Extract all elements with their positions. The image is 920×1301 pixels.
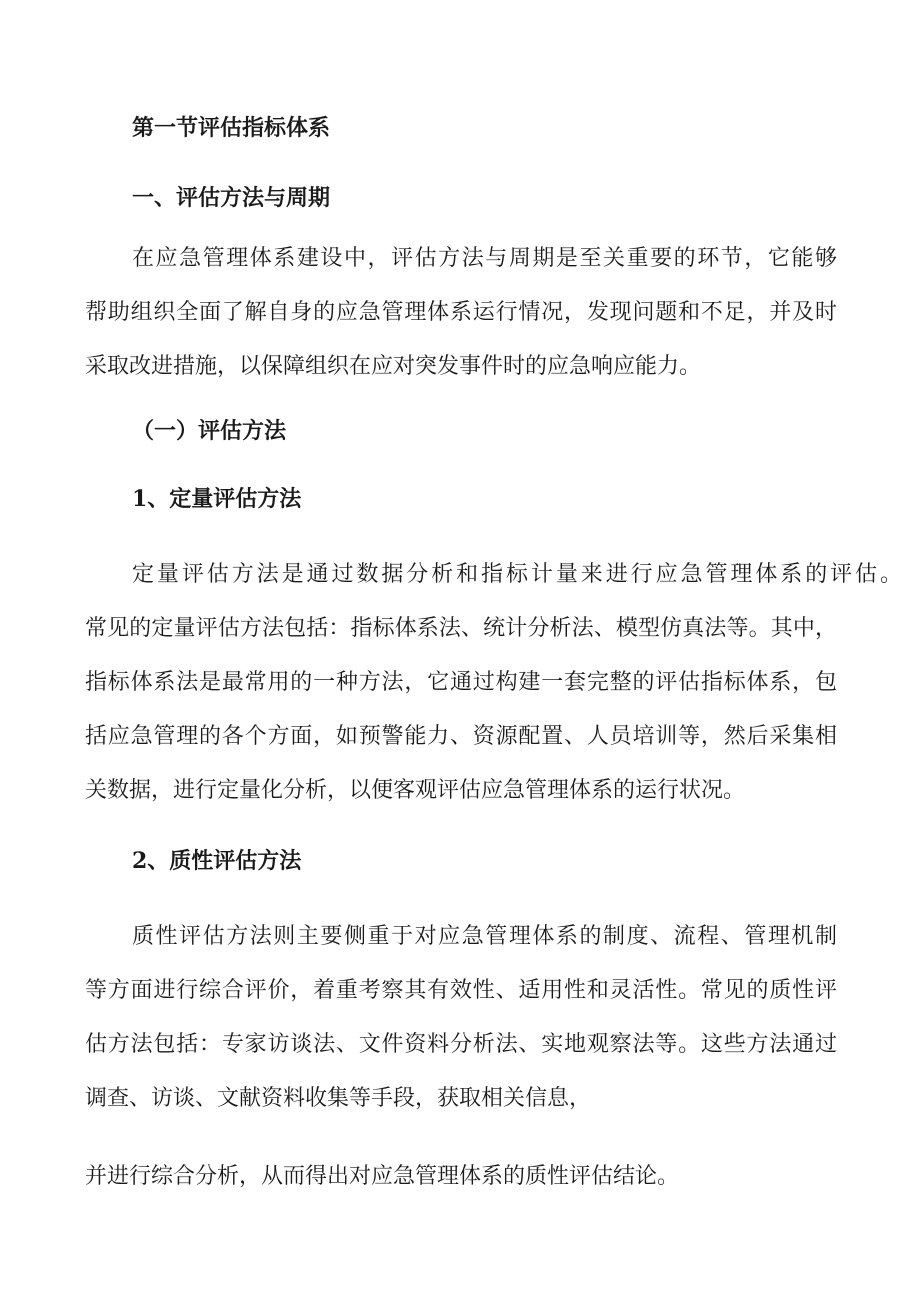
quantitative-heading: 1、定量评估方法 — [132, 486, 302, 512]
paragraph-line: 指标体系法是最常用的一种方法，它通过构建一套完整的评估指标体系，包 — [85, 670, 837, 695]
paragraph-line: 常见的定量评估方法包括：指标体系法、统计分析法、模型仿真法等。其中， — [85, 616, 837, 641]
paragraph-line: 等方面进行综合评价，着重考察其有效性、适用性和灵活性。常见的质性评 — [85, 978, 837, 1003]
paragraph-line: 质性评估方法则主要侧重于对应急管理体系的制度、流程、管理机制 — [132, 924, 837, 949]
paragraph-line: 在应急管理体系建设中，评估方法与周期是至关重要的环节，它能够 — [132, 246, 837, 271]
paragraph-line: 采取改进措施，以保障组织在应对突发事件时的应急响应能力。 — [85, 354, 702, 379]
subsection-title: 一、评估方法与周期 — [132, 185, 331, 211]
qualitative-continuation: 并进行综合分析，从而得出对应急管理体系的质性评估结论。 — [85, 1164, 680, 1189]
paragraph-line: 定量评估方法是通过数据分析和指标计量来进行应急管理体系的评估。 — [132, 562, 902, 587]
section-title: 第一节评估指标体系 — [132, 115, 331, 141]
paragraph-line: 关数据，进行定量化分析，以便客观评估应急管理体系的运行状况。 — [85, 778, 746, 803]
paragraph-line: 估方法包括：专家访谈法、文件资料分析法、实地观察法等。这些方法通过 — [85, 1032, 837, 1057]
methods-heading: （一）评估方法 — [132, 418, 287, 444]
qualitative-heading: 2、质性评估方法 — [132, 848, 302, 874]
paragraph-line: 帮助组织全面了解自身的应急管理体系运行情况，发现问题和不足，并及时 — [85, 300, 837, 325]
paragraph-line: 调查、访谈、文献资料收集等手段，获取相关信息， — [85, 1086, 592, 1111]
paragraph-line: 括应急管理的各个方面，如预警能力、资源配置、人员培训等，然后采集相 — [85, 724, 837, 749]
